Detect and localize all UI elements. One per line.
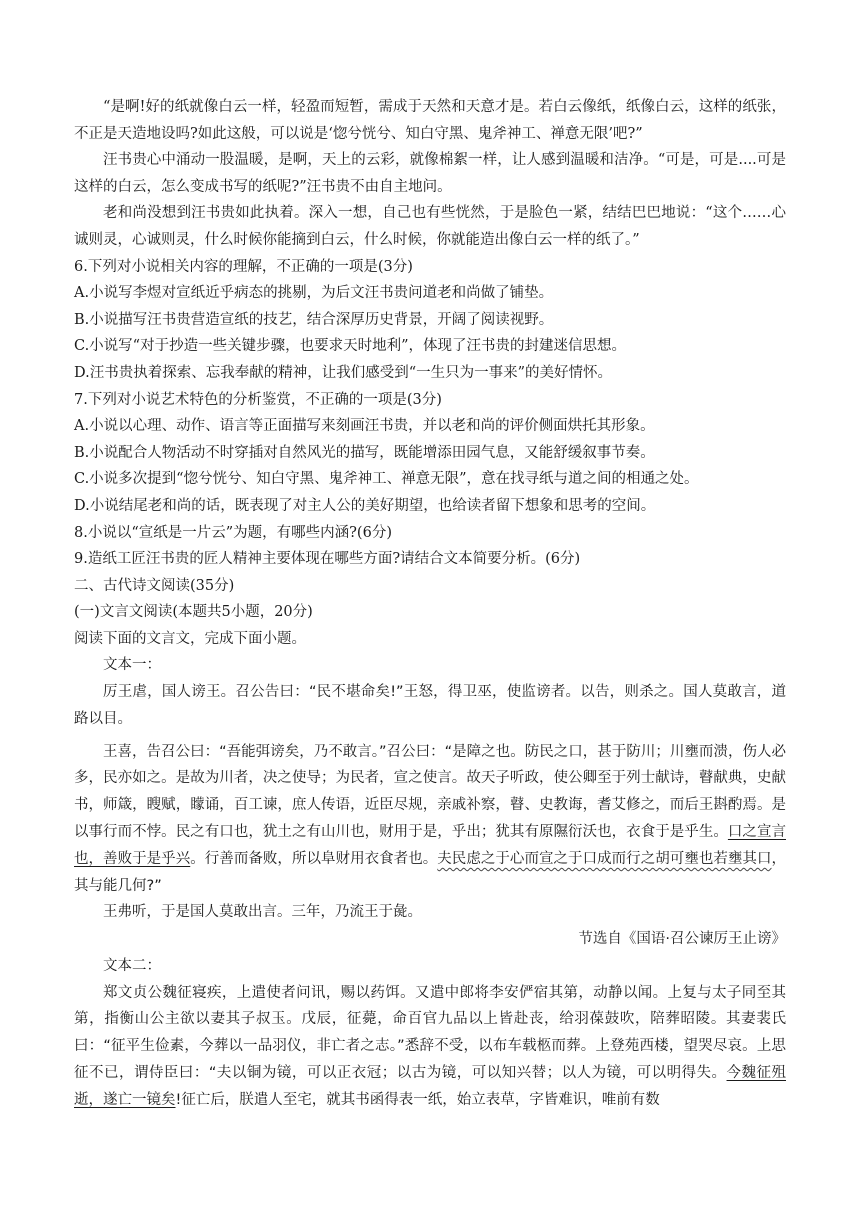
question-8: 8.小说以“宣纸是一片云”为题，有哪些内涵?(6分) xyxy=(74,524,392,541)
text2-paragraph xyxy=(74,980,786,1114)
page-content xyxy=(74,94,786,1114)
question-7-option-c: C.小说多次提到“惚兮恍兮、知白守黑、鬼斧神工、禅意无限”，意在找寻纸与道之间的相通之处。 xyxy=(74,471,699,488)
text1-source: 节选自《国语·召公谏厉王止谤》 xyxy=(578,931,786,948)
text1-label: 文本一： xyxy=(103,657,161,674)
text-run: 王喜，告召公曰：“吾能弭谤矣，乃不敢言。”召公曰：“是障之也。防民之口，甚于防川；川壅而溃，伤人必多，民亦如之。是故为川者，决之使导；为民者，宣之使言。故天子听政，使公卿至于列士献诗，瞽献典，史献书，师箴，瞍赋，矇诵，百工谏，庶人传语，近臣尽规，亲戚补察，瞽、史教诲，耆艾修之，而后王斟酌焉。是以事行而不悖。民之有口也，犹土之有山川也，财用于是，乎出；犹其有原隰衍沃也，衣食于是乎生。 xyxy=(74,743,786,841)
question-6-stem: 6.下列对小说相关内容的理解，不正确的一项是(3分) xyxy=(74,258,413,275)
subsection-title: (一)文言文阅读(本题共5小题，20分) xyxy=(74,604,313,621)
story-paragraph: 汪书贵心中涌动一股温暖，是啊，天上的云彩，就像棉絮一样，让人感到温暖和洁净。“可是，可是....可是这样的白云，怎么变成书写的纸呢?”汪书贵不由自主地问。 xyxy=(74,152,786,195)
question-7-option-d: D.小说结尾老和尚的话，既表现了对主人公的美好期望，也给读者留下想象和思考的空间。 xyxy=(74,497,656,514)
text-run: ，其与能几何?” xyxy=(74,850,786,894)
text1-paragraph: 王弗听，于是国人莫敢出言。三年，乃流王于彘。 xyxy=(103,904,422,921)
text1-paragraph xyxy=(74,739,786,900)
underlined-sentence: 口之宣言也，善败于是乎兴 xyxy=(74,824,786,867)
reading-instruction: 阅读下面的文言文，完成下面小题。 xyxy=(74,630,306,647)
story-paragraph: “是啊!好的纸就像白云一样，轻盈而短暂，需成于天然和天意才是。若白云像纸，纸像白云，这样的纸张，不正是天造地设吗?如此这般，可以说是‘惚兮恍兮、知白守黑、鬼斧神工、禅意无限’吧?” xyxy=(74,99,786,142)
text2-label: 文本二： xyxy=(103,958,161,975)
text-run: !征亡后，朕遣人至宅，就其书函得表一纸，始立表草，字皆难识，唯前有数 xyxy=(175,1091,660,1108)
underlined-sentence: 今魏征殂逝，遂亡一镜矣 xyxy=(74,1065,786,1108)
question-9: 9.造纸工匠汪书贵的匠人精神主要体现在哪些方面?请结合文本简要分析。(6分) xyxy=(74,551,581,568)
wavy-underlined-sentence: 夫民虑之于心而宣之于口成而行之胡可壅也若壅其口 xyxy=(437,850,772,867)
text-run: 。行善而备败，所以阜财用衣食者也。 xyxy=(190,850,438,867)
question-7-option-a: A.小说以心理、动作、语言等正面描写来刻画汪书贵，并以老和尚的评价侧面烘托其形象。 xyxy=(74,418,655,435)
question-6-option-b: B.小说描写汪书贵营造宣纸的技艺，结合深厚历史背景，开阔了阅读视野。 xyxy=(74,311,554,328)
text1-paragraph: 厉王虐，国人谤王。召公告曰：“民不堪命矣!”王怒，得卫巫，使监谤者。以告，则杀之。国人莫敢言，道路以目。 xyxy=(74,684,786,727)
question-6-option-c: C.小说写“对于抄造一些关键步骤，也要求天时地利”，体现了汪书贵的封建迷信思想。 xyxy=(74,338,627,355)
section-title: 二、古代诗文阅读(35分) xyxy=(74,577,235,594)
text-run: 郑文贞公魏征寝疾，上遣使者问讯，赐以药饵。又遣中郎将李安俨宿其第，动静以闻。上复与太子同至其第，指衡山公主欲以妻其子叔玉。戊辰，征薨，命百官九品以上皆赴丧，给羽葆鼓吹，陪葬昭陵。其妻裴氏曰：“征平生俭素，今葬以一品羽仪，非亡者之志。”悉辞不受，以布车载柩而葬。上登苑西楼，望哭尽哀。上思征不已，谓侍臣曰：“夫以铜为镜，可以正衣冠；以古为镜，可以知兴替；以人为镜，可以明得失。 xyxy=(74,984,786,1082)
story-paragraph: 老和尚没想到汪书贵如此执着。深入一想，自己也有些恍然，于是脸色一紧，结结巴巴地说：“这个……心诚则灵，心诚则灵，什么时候你能摘到白云，什么时候，你就能造出像白云一样的纸了。” xyxy=(74,205,786,248)
question-7-stem: 7.下列对小说艺术特色的分析鉴赏，不正确的一项是(3分) xyxy=(74,391,442,408)
question-7-option-b: B.小说配合人物活动不时穿插对自然风光的描写，既能增添田园气息，又能舒缓叙事节奏。 xyxy=(74,444,655,461)
question-6-option-d: D.汪书贵执着探索、忘我奉献的精神，让我们感受到“一生只为一事来”的美好情怀。 xyxy=(74,364,613,381)
question-6-option-a: A.小说写李煜对宣纸近乎病态的挑剔，为后文汪书贵问道老和尚做了铺垫。 xyxy=(74,285,554,302)
